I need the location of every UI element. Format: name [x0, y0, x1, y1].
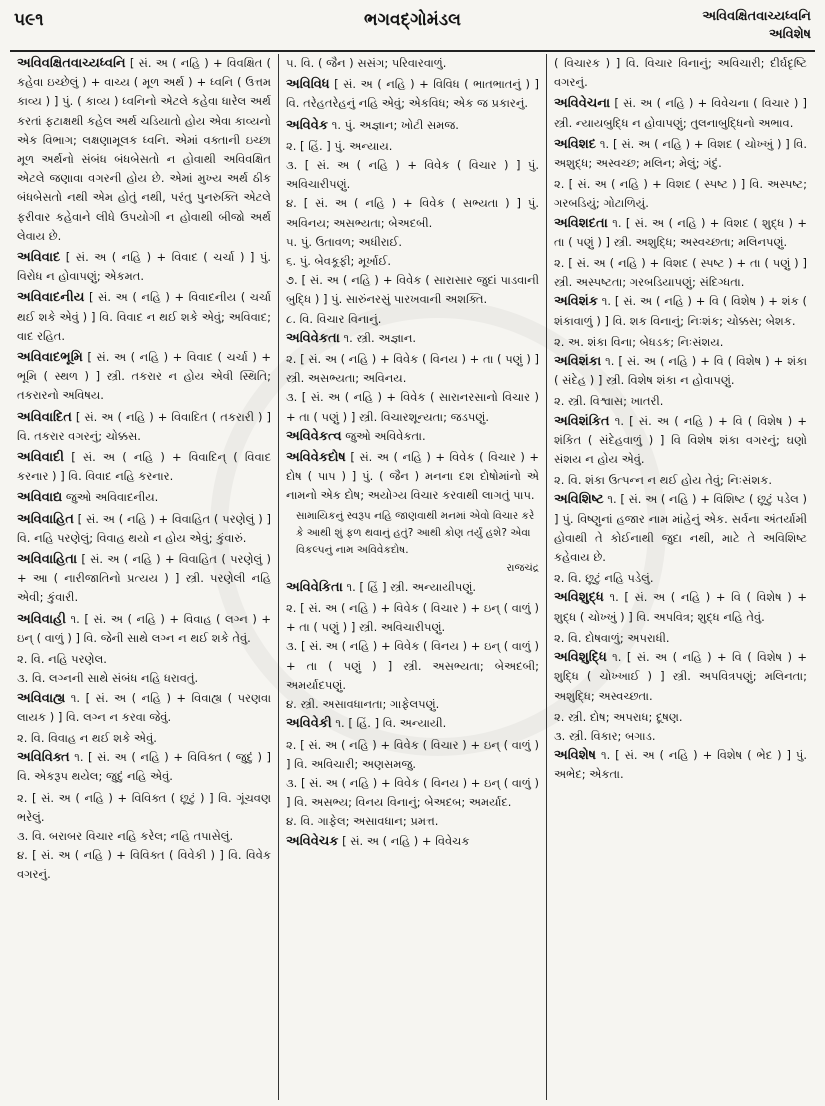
headword: અવિશુદ્ધિ [554, 650, 607, 666]
sub-definition: ૪. [ સં. અ ( નહિ ) + વિવેક ( સભ્યતા ) ] પું. અવિનય; અસભ્યતા; બેઅદબી. [286, 196, 539, 230]
headword: અવિવાદભૂમિ [17, 350, 83, 366]
sub-definition: ૩. [ સં. અ ( નહિ ) + વિવેક ( વિનય ) + ઇન્ ( વાળું ) + તા ( પણું ) ] સ્ત્રી. અસભ્યતા; બેઅદબી; અમર્યાદપણું. [286, 639, 539, 692]
definition-text: ૧. [ સં. અ ( નહિ ) + વિશદ ( શુદ્ધ ) + તા ( પણું ) ] સ્ત્રી. અશુદ્ધિ; અસ્વચ્છતા; મલિનપણું. [554, 215, 807, 249]
headword: અવિવાહિત [17, 511, 74, 527]
headword: અવિવાદિત [17, 409, 72, 425]
dictionary-entry [554, 648, 807, 706]
headword: અવિવેક [286, 117, 329, 133]
headword: અવિવેકત્વ [286, 428, 342, 444]
headword: અવિશિષ્ટ [554, 492, 604, 508]
column-3 [546, 54, 814, 1100]
guide-word-first: અવિવક્ષિતવાચ્યધ્વનિ [702, 9, 811, 24]
sub-definition: ૫. પું. ઉતાવળ; અધીરાઈ. [286, 234, 403, 249]
sub-definition: ૨. વિ. દોષવાળું; અપરાધી. [554, 630, 670, 645]
sub-definition: ૩. સ્ત્રી. વિકાર; બગાડ. [554, 728, 656, 743]
sub-definition: ૪. સ્ત્રી. અસાવધાનતા; ગાફેલપણું. [286, 697, 440, 712]
sub-definition: ૨. [ સં. અ ( નહિ ) + વિવેક ( વિનય ) + તા ( પણું ) ] સ્ત્રી. અસભ્યતા; અવિનય. [286, 352, 539, 386]
definition-text: [ સં. અ ( નહિ ) + વિવાહિત ( પરણેલું ) + આ ( નારીજાતિનો પ્રત્યય ) ] સ્ત્રી. પરણેલી નહિ એવી; કુંવારી. [17, 552, 271, 605]
definition-text: [ સં. અ ( નહિ ) + વિવાહિત ( પરણેલું ) ] વિ. નહિ પરણેલું; વિવાહ થયો ન હોય એવું; કુંવારું. [17, 511, 271, 545]
guide-word-last: અવિશેષ [768, 27, 811, 42]
dictionary-entry [17, 288, 271, 346]
dictionary-entry [17, 348, 271, 406]
definition-text: [ સં. અ ( નહિ ) + વિવાદિત ( તકરારી ) ] વિ. તકરાર વગરનું; ચોક્કસ. [17, 409, 271, 443]
definition-text: ૧. [ સં. અ ( નહિ ) + વિ ( વિશેષ ) + શંક ( શંકાવાળું ) ] વિ. શક વિનાનું; નિઃશંક; ચોક્કસ; બેશક. [554, 294, 807, 328]
headword: અવિવેકદોષ [286, 450, 346, 466]
headword: અવિવાહ્ય [17, 690, 66, 706]
definition-text: ૧. [ સં. અ ( નહિ ) + વિશિષ્ટ ( છૂટું પડેલ ) ] પું. વિષ્ણુનાં હજાર નામ માંહેનું એક. સર્વના અંતર્યામી હોવાથી તે કોઈનાથી જુદા નથી, માટે તે અવિશિષ્ટ કહેવાય છે. [554, 492, 808, 565]
dictionary-entry [17, 448, 271, 486]
dictionary-entry [286, 714, 539, 733]
definition-text: ૧. [ સં. અ ( નહિ ) + વિ ( વિશેષ ) + શુદ્ધિ ( ચોખ્ખાઈ ) ] સ્ત્રી. અપવિત્રપણું; મલિનતા; અશુદ્ધિ; અસ્વચ્છતા. [554, 650, 807, 703]
sub-definition: ૨. [ સં. અ ( નહિ ) + વિવેક ( વિચાર ) + ઇન્ ( વાળું ) ] વિ. અવિચારી; અણસમજુ. [286, 737, 539, 771]
headword: અવિવેચના [554, 96, 611, 112]
sub-definition: ૨. [ સં. અ ( નહિ ) + વિવેક ( વિચાર ) + ઇન્ ( વાળું ) + તા ( પણું ) ] સ્ત્રી. અવિચારીપણું. [286, 601, 539, 635]
definition-text: [ સં. અ ( નહિ ) + વિવક્ષિત ( કહેવા ઇચ્છેલું ) + વાચ્ય ( મૂળ અર્થ ) + ધ્વનિ ( ઉત્તમ કાવ્ય ) ] પું. ( કાવ્ય ) ધ્વનિનો એટલે કહેવા ધારેલ અર્થ કરતાં ફટાક્ષથી કહેલ અર્થ ચડિયાતો હોય એવા કાવ્યનો એક વિભાગ; લક્ષણામૂલક ધ્વનિ. એમાં વક્તાની ઇચ્છા મૂળ અર્થનો સંબંધ બંધબેસતો ન હોવાથી અવિવક્ષિત એટલે જણાવા વગરની હોય છે. એમાં મુખ્ય અર્થ ઠીક બંધબેસતો નથી એમ હોતું નથી, પરંતુ પુનરુક્તિ એટલે ફરીવાર કહેવાને લીધે ઉપયોગી ન હોવાથી બીજો અર્થ લેવાય છે. [17, 56, 272, 243]
definition-text: ૧. [ સં. અ ( નહિ ) + વિ ( વિશેષ ) + શંકિત ( સંદેહવાળું ) ] વિ વિશેષ શંકા વગરનું; ઘણો સંશય ન હોય એવું. [554, 413, 807, 467]
sub-definition: ૩. વિ. બરાબર વિચાર નહિ કરેલ; નહિ તપાસેલું. [17, 828, 234, 843]
definition-text: જુઓ અવિવાદનીય. [65, 490, 159, 505]
definition-text: [ સં. અ ( નહિ ) + વિવેચક [342, 833, 470, 848]
sub-definition: ૨. વિ. નહિ પરણેલ. [17, 652, 107, 667]
headword: અવિવાદનીય [17, 290, 85, 306]
dictionary-entry [17, 408, 271, 446]
definition-text: જુઓ અવિવેકતા. [345, 428, 426, 443]
headword: અવિશદતા [554, 215, 608, 231]
definition-text: ૧. [ હિં. ] વિ. અન્યાયી. [335, 716, 447, 731]
column-1 [10, 54, 278, 1100]
sub-definition: ૨. [ હિં. ] પું. અન્યાય. [286, 138, 393, 153]
headword: અવિશદ [554, 136, 597, 152]
dictionary-entry [286, 116, 539, 135]
dictionary-columns [10, 54, 815, 1100]
sub-definition: ૨. વિ. વિવાહ ન થઈ શકે એવું. [17, 730, 157, 745]
dictionary-entry [17, 550, 271, 608]
headword: અવિશુદ્ધ [554, 590, 604, 606]
dictionary-title: ભગવદ્ગોમંડલ [364, 10, 461, 30]
dictionary-entry [17, 610, 271, 648]
dictionary-entry [554, 746, 807, 784]
sub-definition: ૨. સ્ત્રી. દોષ; અપરાધ; દૂષણ. [554, 709, 683, 724]
sub-definition: ૪. [ સં. અ ( નહિ ) + વિવિક્ત ( વિવેકી ) ] વિ. વિવેક વગરનું. [17, 848, 271, 882]
headword: અવિવિધ [286, 77, 330, 93]
sub-definition: ૪. વિ. ગાફેલ; અસાવધાન; પ્રમત્ત. [286, 814, 439, 829]
definition-text: ૧. સ્ત્રી. અજ્ઞાન. [343, 330, 417, 345]
dictionary-entry [17, 689, 271, 727]
dictionary-entry [286, 448, 539, 506]
definition-text: [ સં. અ ( નહિ ) + વિવિધ ( ભાતભાતનું ) ] વિ. તરેહતરેહનું નહિ એવું; એકવિધ; એક જ પ્રકારનું. [286, 77, 539, 111]
dictionary-entry [554, 292, 807, 330]
headword: અવિશંકિત [554, 413, 610, 429]
dictionary-entry [554, 135, 807, 173]
headword: અવિવક્ષિતવાચ્યધ્વનિ [17, 56, 126, 71]
headword: અવિશેષ [554, 748, 597, 764]
dictionary-entry [554, 412, 807, 470]
sub-definition: ૨. વિ. શંકા ઉત્પન્ન ન થઈ હોય તેવું; નિઃસંશક. [554, 473, 772, 488]
headword: અવિવેચક [286, 833, 339, 849]
definition-text: [ સં. અ ( નહિ ) + વિવેક ( વિચાર ) + દોષ ( પાપ ) ] પું. ( જૈન ) મનના દશ દોષોમાંનો એ નામનો એક દોષ; અયોગ્ય વિચાર કરવાથી લાગતું પાપ. [286, 450, 540, 503]
definition-text: [ સં. અ ( નહિ ) + વિવેચના ( વિચાર ) ] સ્ત્રી. ન્યાયબુદ્ધિ ન હોવાપણું; તુલનાબુદ્ધિનો અભાવ. [554, 96, 808, 130]
dictionary-entry [17, 248, 271, 286]
sub-definition: ૭. [ સં. અ ( નહિ ) + વિવેક ( સારાસાર જુદાં પાડવાની બુદ્ધિ ) ] પું. સારુંનરસું પારખવાની અશક્તિ. [286, 273, 539, 307]
sub-definition: ૩. [ સં. અ ( નહિ ) + વિવેક ( સારાનરસાનો વિચાર ) + તા ( પણું ) ] સ્ત્રી. વિચારશૂન્યતા; જડપણું. [286, 390, 539, 424]
headword: અવિવેકતા [286, 330, 340, 346]
headword: અવિશંક [554, 294, 598, 310]
definition-text: ૧. પું. અજ્ઞાન; ખોટી સમજ. [331, 117, 459, 132]
dictionary-entry [554, 94, 807, 132]
dictionary-entry [17, 54, 271, 246]
definition-text: ( વિચારક ) ] વિ. વિચાર વિનાનું; અવિચારી; દીર્ઘદૃષ્ટિ વગરનું. [554, 56, 807, 90]
dictionary-entry [286, 427, 539, 446]
definition-text: ૧. [ સં. અ ( નહિ ) + વિશેષ ( ભેદ ) ] પું. અભેદ; એકતા. [554, 748, 807, 782]
definition-text: [ સં. અ ( નહિ ) + વિવાદ ( ચર્ચા ) ] પું. વિરોધ ન હોવાપણું; એકમત. [17, 250, 271, 284]
sub-definition: ૨. [ સં. અ ( નહિ ) + વિવિક્ત ( છૂટું ) ] વિ. ગૂંચવણ ભરેલું. [17, 790, 271, 824]
headword: અવિવાહી [17, 611, 66, 627]
dictionary-entry [554, 490, 807, 567]
definition-text: ૧. [ સં. અ ( નહિ ) + વિ ( વિશેષ ) + શુદ્ધ ( ચોખ્ખું ) ] વિ. અપવિત્ર; શુદ્ધ નહિ તેવું. [554, 590, 807, 624]
headword: અવિશંકા [554, 354, 602, 370]
dictionary-entry [286, 75, 539, 113]
headword: અવિવાદ [17, 250, 61, 266]
dictionary-entry [17, 748, 271, 786]
sub-definition: ૨. અ. શંકા વિના; બેધડક; નિઃસંશય. [554, 334, 724, 349]
definition-text: [ સં. અ ( નહિ ) + વિવાદનીય ( ચર્ચા થઈ શકે એવું ) ] વિ. વિવાદ ન થઈ શકે એવું; અવિવાદ; વાદ રહિત. [17, 290, 272, 343]
sub-definition: ૨. [ સં. અ ( નહિ ) + વિશદ ( સ્પષ્ટ ) ] વિ. અસ્પષ્ટ; ગરબડિયું; ગોટાળિયું. [554, 177, 807, 211]
quotation: સામાયિકનું સ્વરૂપ નહિ જાણવાથી મનમાં એવો વિચાર કરે કે આથી શું ફળ થવાનું હતું? આથી કોણ તર્યું હશે? એવા વિકલ્પનું નામ અવિવેકદોષ. [296, 509, 535, 556]
headword: અવિવાદી [17, 450, 65, 466]
sub-definition: ૩. [ સં. અ ( નહિ ) + વિવેક ( વિચાર ) ] પું. અવિચારીપણું. [286, 158, 539, 192]
sub-definition: ૨. [ સં. અ ( નહિ ) + વિશદ ( સ્પષ્ટ ) + તા ( પણું ) ] સ્ત્રી. અસ્પષ્ટતા; ગરબડિયાપણું; સંદિગ્ધતા. [554, 256, 807, 290]
quotation-author: રાજચંદ્ર [506, 561, 539, 574]
sub-definition: ૨. વિ. છૂટું નહિ પડેલું. [554, 571, 654, 586]
definition-text: ૧. [ સં. અ ( નહિ ) + વિ ( વિશેષ ) + શંકા ( સંદેહ ) ] સ્ત્રી. વિશેષ શંકા ન હોવાપણું. [554, 354, 808, 388]
definition-text: ૫. વિ. ( જૈન ) સસંગ; પરિવારવાળું. [286, 56, 447, 70]
definition-text: ૧. [ સં. અ ( નહિ ) + વિવિક્ત ( જુદું ) ] વિ. એકરૂપ થયેલ; જુદું નહિ એવું. [17, 750, 271, 784]
dictionary-entry [17, 510, 271, 548]
dictionary-entry [554, 214, 807, 252]
sub-definition: ૬. પું. બેવકૂફી; મૂર્ખાઈ. [286, 254, 391, 269]
dictionary-entry [554, 54, 807, 92]
sub-definition: ૨. સ્ત્રી. વિશ્વાસ; ખાતરી. [554, 394, 664, 409]
headword: અવિવાહિતા [17, 552, 78, 568]
definition-text: ૧. [ સં. અ ( નહિ ) + વિશદ ( ચોખ્ખું ) ] વિ. અશુદ્ધ; અસ્વચ્છ; મલિન; મેલું; ગંદું. [554, 136, 807, 171]
dictionary-entry [554, 588, 807, 626]
dictionary-entry [286, 578, 539, 597]
headword: અવિવાદ્ય [17, 490, 63, 506]
column-2 [278, 54, 546, 1100]
dictionary-entry [286, 832, 539, 851]
definition-text: ૧. [ સં. અ ( નહિ ) + વિવાહ્ય ( પરણવા લાયક ) ] વિ. લગ્ન ન કરવા જેવું. [17, 690, 272, 724]
dictionary-entry [17, 488, 271, 507]
headword: અવિવેકિતા [286, 579, 343, 595]
sub-definition: ૩. [ સં. અ ( નહિ ) + વિવેક ( વિનય ) + ઇન્ ( વાળું ) ] વિ. અસભ્ય; વિનય વિનાનું; બેઅદબ; અમર્યાદ. [286, 775, 539, 810]
dictionary-entry [286, 329, 539, 348]
definition-text: ૧. [ હિં ] સ્ત્રી. અન્યાયીપણું. [346, 579, 477, 594]
definition-text: ૧. [ સં. અ ( નહિ ) + વિવાહ ( લગ્ન ) + ઇન્ ( વાળું ) ] વિ. જેની સાથે લગ્ન ન થઈ શકે તેવું. [17, 611, 272, 645]
definition-text: [ સં. અ ( નહિ ) + વિવાદિન્ ( વિવાદ કરનાર ) ] વિ. વિવાદ નહિ કરનાર. [17, 450, 272, 484]
dictionary-entry [286, 54, 539, 73]
page-number: ૫૯૧ [14, 10, 44, 30]
sub-definition: ૩. વિ. લગ્નની સાથે સંબંધ નહિ ધરાવતું. [17, 671, 199, 686]
page-header [10, 6, 815, 52]
headword: અવિવિક્ત [17, 750, 70, 766]
dictionary-entry [554, 352, 807, 390]
definition-text: [ સં. અ ( નહિ ) + વિવાદ ( ચર્ચા ) + ભૂમિ ( સ્થળ ) ] સ્ત્રી. તકરાર ન હોય એવી સ્થિતિ; તકરારનો અવિષય. [17, 350, 271, 403]
guide-words [702, 8, 811, 44]
sub-definition: ૮. વિ. વિચાર વિનાનું. [286, 311, 382, 326]
headword: અવિવેકી [286, 716, 332, 732]
